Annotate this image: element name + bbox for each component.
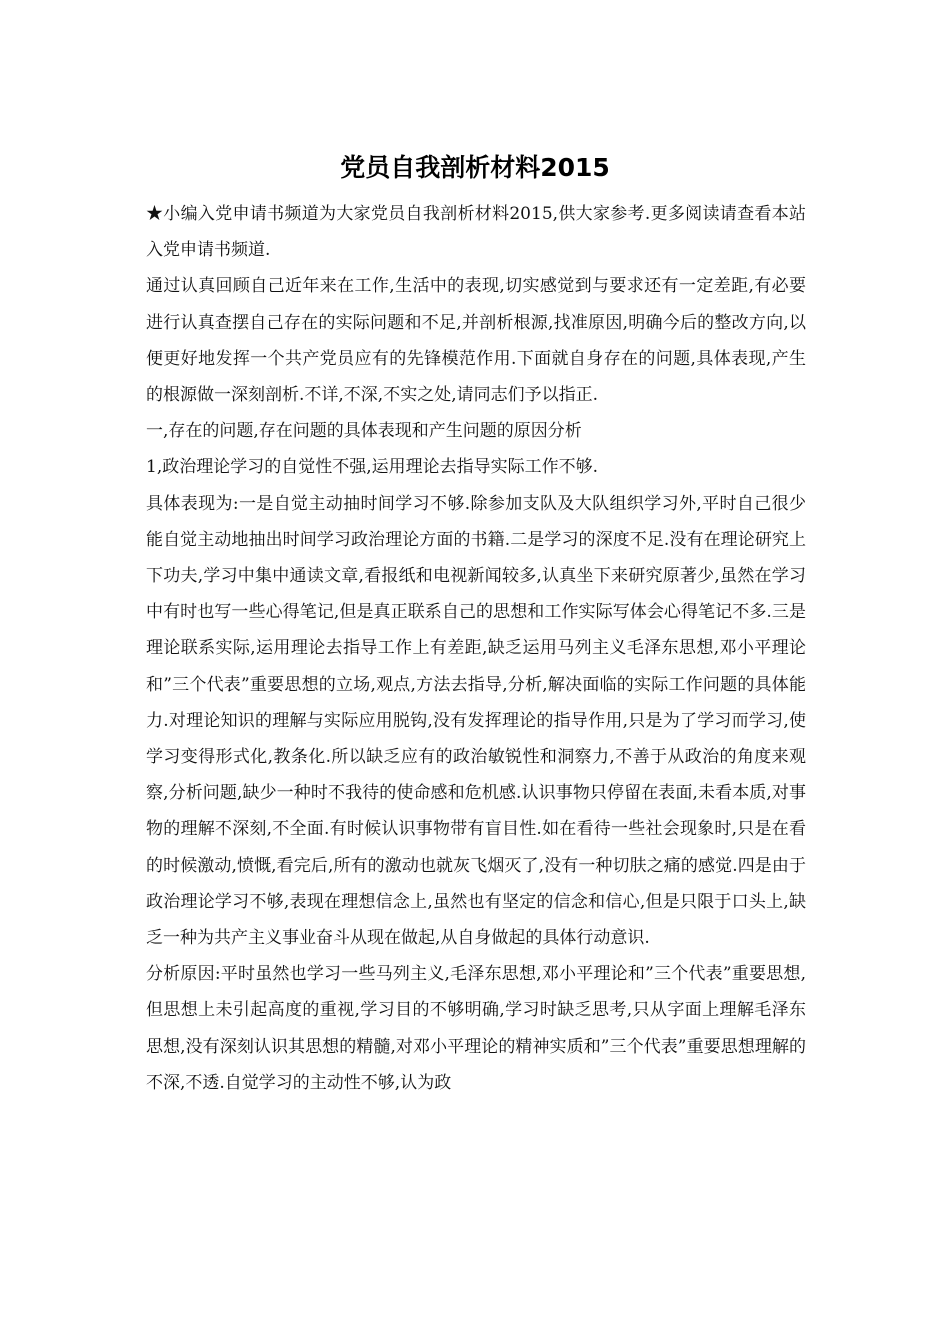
subsection-heading: 1,政治理论学习的自觉性不强,运用理论去指导实际工作不够. xyxy=(146,457,599,478)
section-heading: 一,存在的问题,存在问题的具体表现和产生问题的原因分析 xyxy=(146,421,582,442)
opening-paragraph: 通过认真回顾自己近年来在工作,生活中的表现,切实感觉到与要求还有一定差距,有必要进行认真查摆自己存在的实际问题和不足,并剖析根源,找准原因,明确今后的整改方向,以便更好地发挥一个共产党员应有的先锋模范作用.下面就自身存在的问题,具体表现,产生的根源做一深刻剖析.不详,不深,不实之处,请同志们予以指正. xyxy=(146,276,806,406)
intro-paragraph: ★小编入党申请书频道为大家党员自我剖析材料2015,供大家参考.更多阅读请查看本站入党申请书频道. xyxy=(146,204,806,261)
document-title: 党员自我剖析材料2015 xyxy=(340,153,610,182)
manifestation-paragraph: 具体表现为:一是自觉主动抽时间学习不够.除参加支队及大队组织学习外,平时自己很少能自觉主动地抽出时间学习政治理论方面的书籍.二是学习的深度不足.没有在理论研究上下功夫,学习中集中通读文章,看报纸和电视新闻较多,认真坐下来研究原著少,虽然在学习中有时也写一些心得笔记,但是真正联系自己的思想和工作实际写体会心得笔记不多.三是理论联系实际,运用理论去指导工作上有差距,缺乏运用马列主义毛泽东思想,邓小平理论和”三个代表”重要思想的立场,观点,方法去指导,分析,解决面临的实际工作问题的具体能力.对理论知识的理解与实际应用脱钩,没有发挥理论的指导作用,只是为了学习而学习,使学习变得形式化,教条化.所以缺乏应有的政治敏锐性和洞察力,不善于从政治的角度来观察,分析问题,缺少一种时不我待的使命感和危机感.认识事物只停留在表面,未看本质,对事物的理解不深刻,不全面.有时候认识事物带有盲目性.如在看待一些社会现象时,只是在看的时候激动,愤慨,看完后,所有的激动也就灰飞烟灭了,没有一种切肤之痛的感觉.四是由于政治理论学习不够,表现在理想信念上,虽然也有坚定的信念和信心,但是只限于口头上,缺乏一种为共产主义事业奋斗从现在做起,从自身做起的具体行动意识. xyxy=(146,493,806,949)
document-body xyxy=(146,196,806,1101)
cause-analysis-paragraph: 分析原因:平时虽然也学习一些马列主义,毛泽东思想,邓小平理论和”三个代表”重要思想,但思想上未引起高度的重视,学习目的不够明确,学习时缺乏思考,只从字面上理解毛泽东思想,没有深刻认识其思想的精髓,对邓小平理论的精神实质和”三个代表”重要思想理解的不深,不透.自觉学习的主动性不够,认为政 xyxy=(146,964,806,1093)
